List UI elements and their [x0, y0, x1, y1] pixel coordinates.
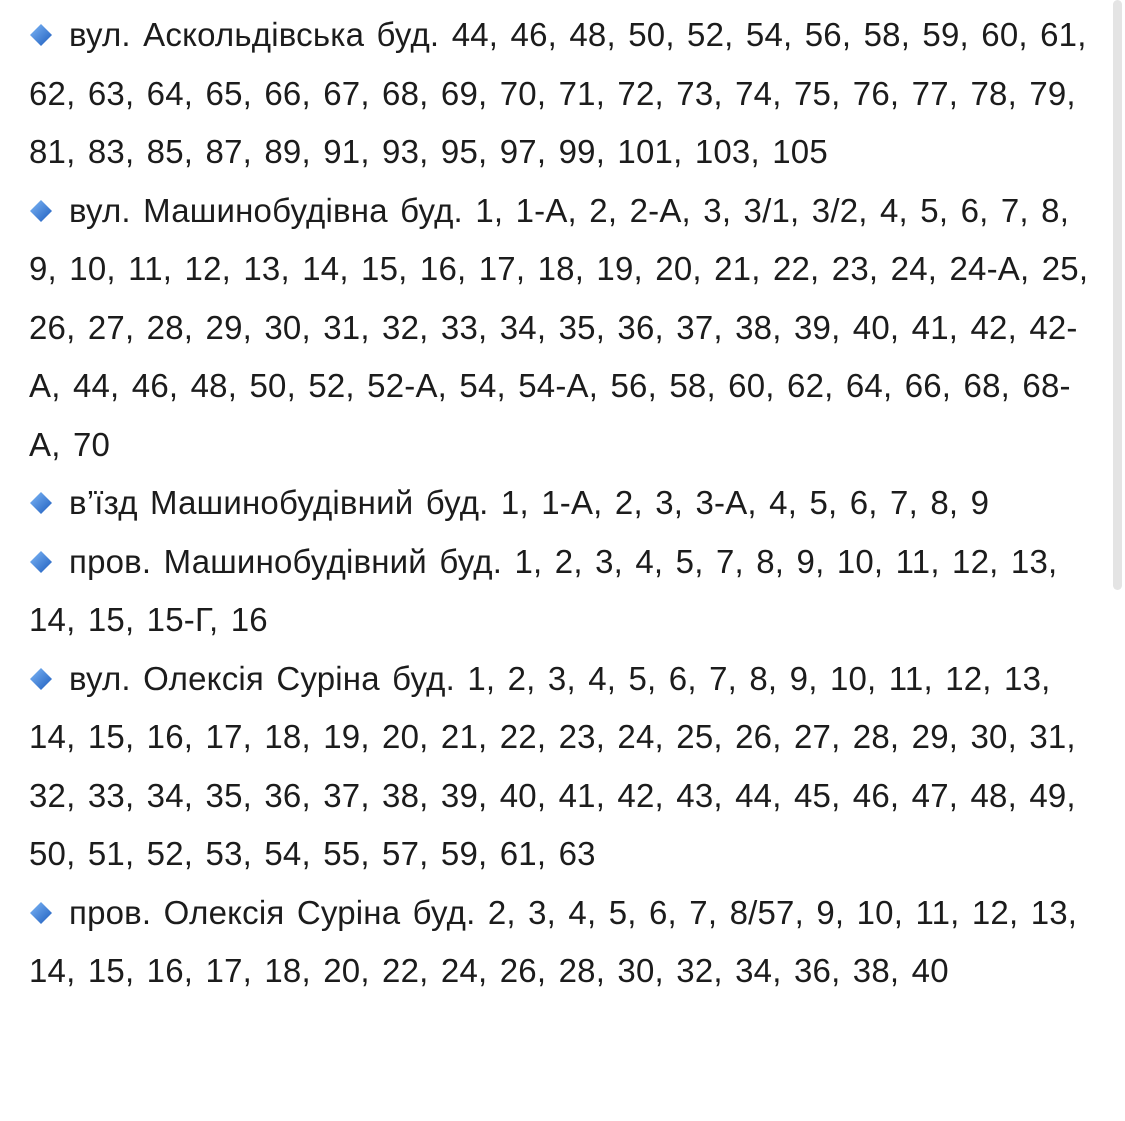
building-prefix: буд. — [439, 542, 503, 580]
building-numbers: 1, 2, 3, 4, 5, 6, 7, 8, 9, 10, 11, 12, 13, 14, 15, 16, 17, 18, 19, 20, 21, 22, 23, 24, 25, 26, 27, 28, 29, 30, 31, 32, 33, 34, 35, 36, 37, 38, 39, 40, 41, 42, 43, 44, 45, 46, 47, 48, 49, 50, 51, 52, 53, 54, 55, 57, 59, 61, 63 — [29, 659, 1076, 872]
building-numbers: 1, 2, 3, 4, 5, 7, 8, 9, 10, 11, 12, 13, 14, 15, 15-Г, 16 — [29, 542, 1058, 638]
building-numbers: 1, 1-А, 2, 3, 3-А, 4, 5, 6, 7, 8, 9 — [500, 484, 990, 521]
small-blue-diamond-icon — [29, 667, 53, 691]
street-name: вул. Олексія Суріна — [69, 659, 380, 697]
small-blue-diamond-icon — [29, 491, 53, 515]
building-prefix: буд. — [412, 893, 476, 931]
small-blue-diamond-icon — [29, 199, 53, 223]
small-blue-diamond-icon — [29, 23, 53, 47]
street-name: в’їзд Машинобудівний — [69, 484, 414, 521]
building-prefix: буд. — [376, 16, 440, 53]
address-list — [29, 6, 1099, 1001]
building-prefix: буд. — [400, 191, 463, 229]
address-entry-askoldivska — [29, 6, 1099, 182]
address-entry-prov-mashynobudivnyi — [29, 533, 1099, 650]
address-entry-vizd-mashynobudivnyi — [29, 474, 1099, 533]
small-blue-diamond-icon — [29, 550, 53, 574]
address-entry-prov-oleksiia-surina — [29, 884, 1099, 1001]
building-prefix: буд. — [392, 659, 455, 697]
street-name: пров. Олексія Суріна — [69, 893, 401, 931]
building-numbers: 44, 46, 48, 50, 52, 54, 56, 58, 59, 60, 61, 62, 63, 64, 65, 66, 67, 68, 69, 70, 71, 72, 73, 74, 75, 76, 77, 78, 79, 81, 83, 85, 87, 89, 91, 93, 95, 97, 99, 101, 103, 105 — [29, 16, 1087, 170]
street-name: пров. Машинобудівний — [69, 542, 427, 580]
building-numbers: 1, 1-А, 2, 2-А, 3, 3/1, 3/2, 4, 5, 6, 7, 8, 9, 10, 11, 12, 13, 14, 15, 16, 17, 18, 19, 20, 21, 22, 23, 24, 24-А, 25, 26, 27, 28, 29, 30, 31, 32, 33, 34, 35, 36, 37, 38, 39, 40, 41, 42, 42-А, 44, 46, 48, 50, 52, 52-А, 54, 54-А, 56, 58, 60, 62, 64, 66, 68, 68-А, 70 — [29, 191, 1089, 463]
vertical-scrollbar[interactable] — [1111, 0, 1125, 1121]
street-name: вул. Аскольдівська — [69, 16, 365, 53]
street-name: вул. Машинобудівна — [69, 191, 388, 229]
address-entry-oleksiia-surina — [29, 650, 1099, 884]
building-numbers: 2, 3, 4, 5, 6, 7, 8/57, 9, 10, 11, 12, 13, 14, 15, 16, 17, 18, 20, 22, 24, 26, 28, 30, 32, 34, 36, 38, 40 — [29, 893, 1078, 989]
small-blue-diamond-icon — [29, 901, 53, 925]
scrollbar-thumb[interactable] — [1113, 0, 1122, 590]
address-entry-mashynobudivna — [29, 182, 1099, 475]
building-prefix: буд. — [425, 484, 489, 521]
